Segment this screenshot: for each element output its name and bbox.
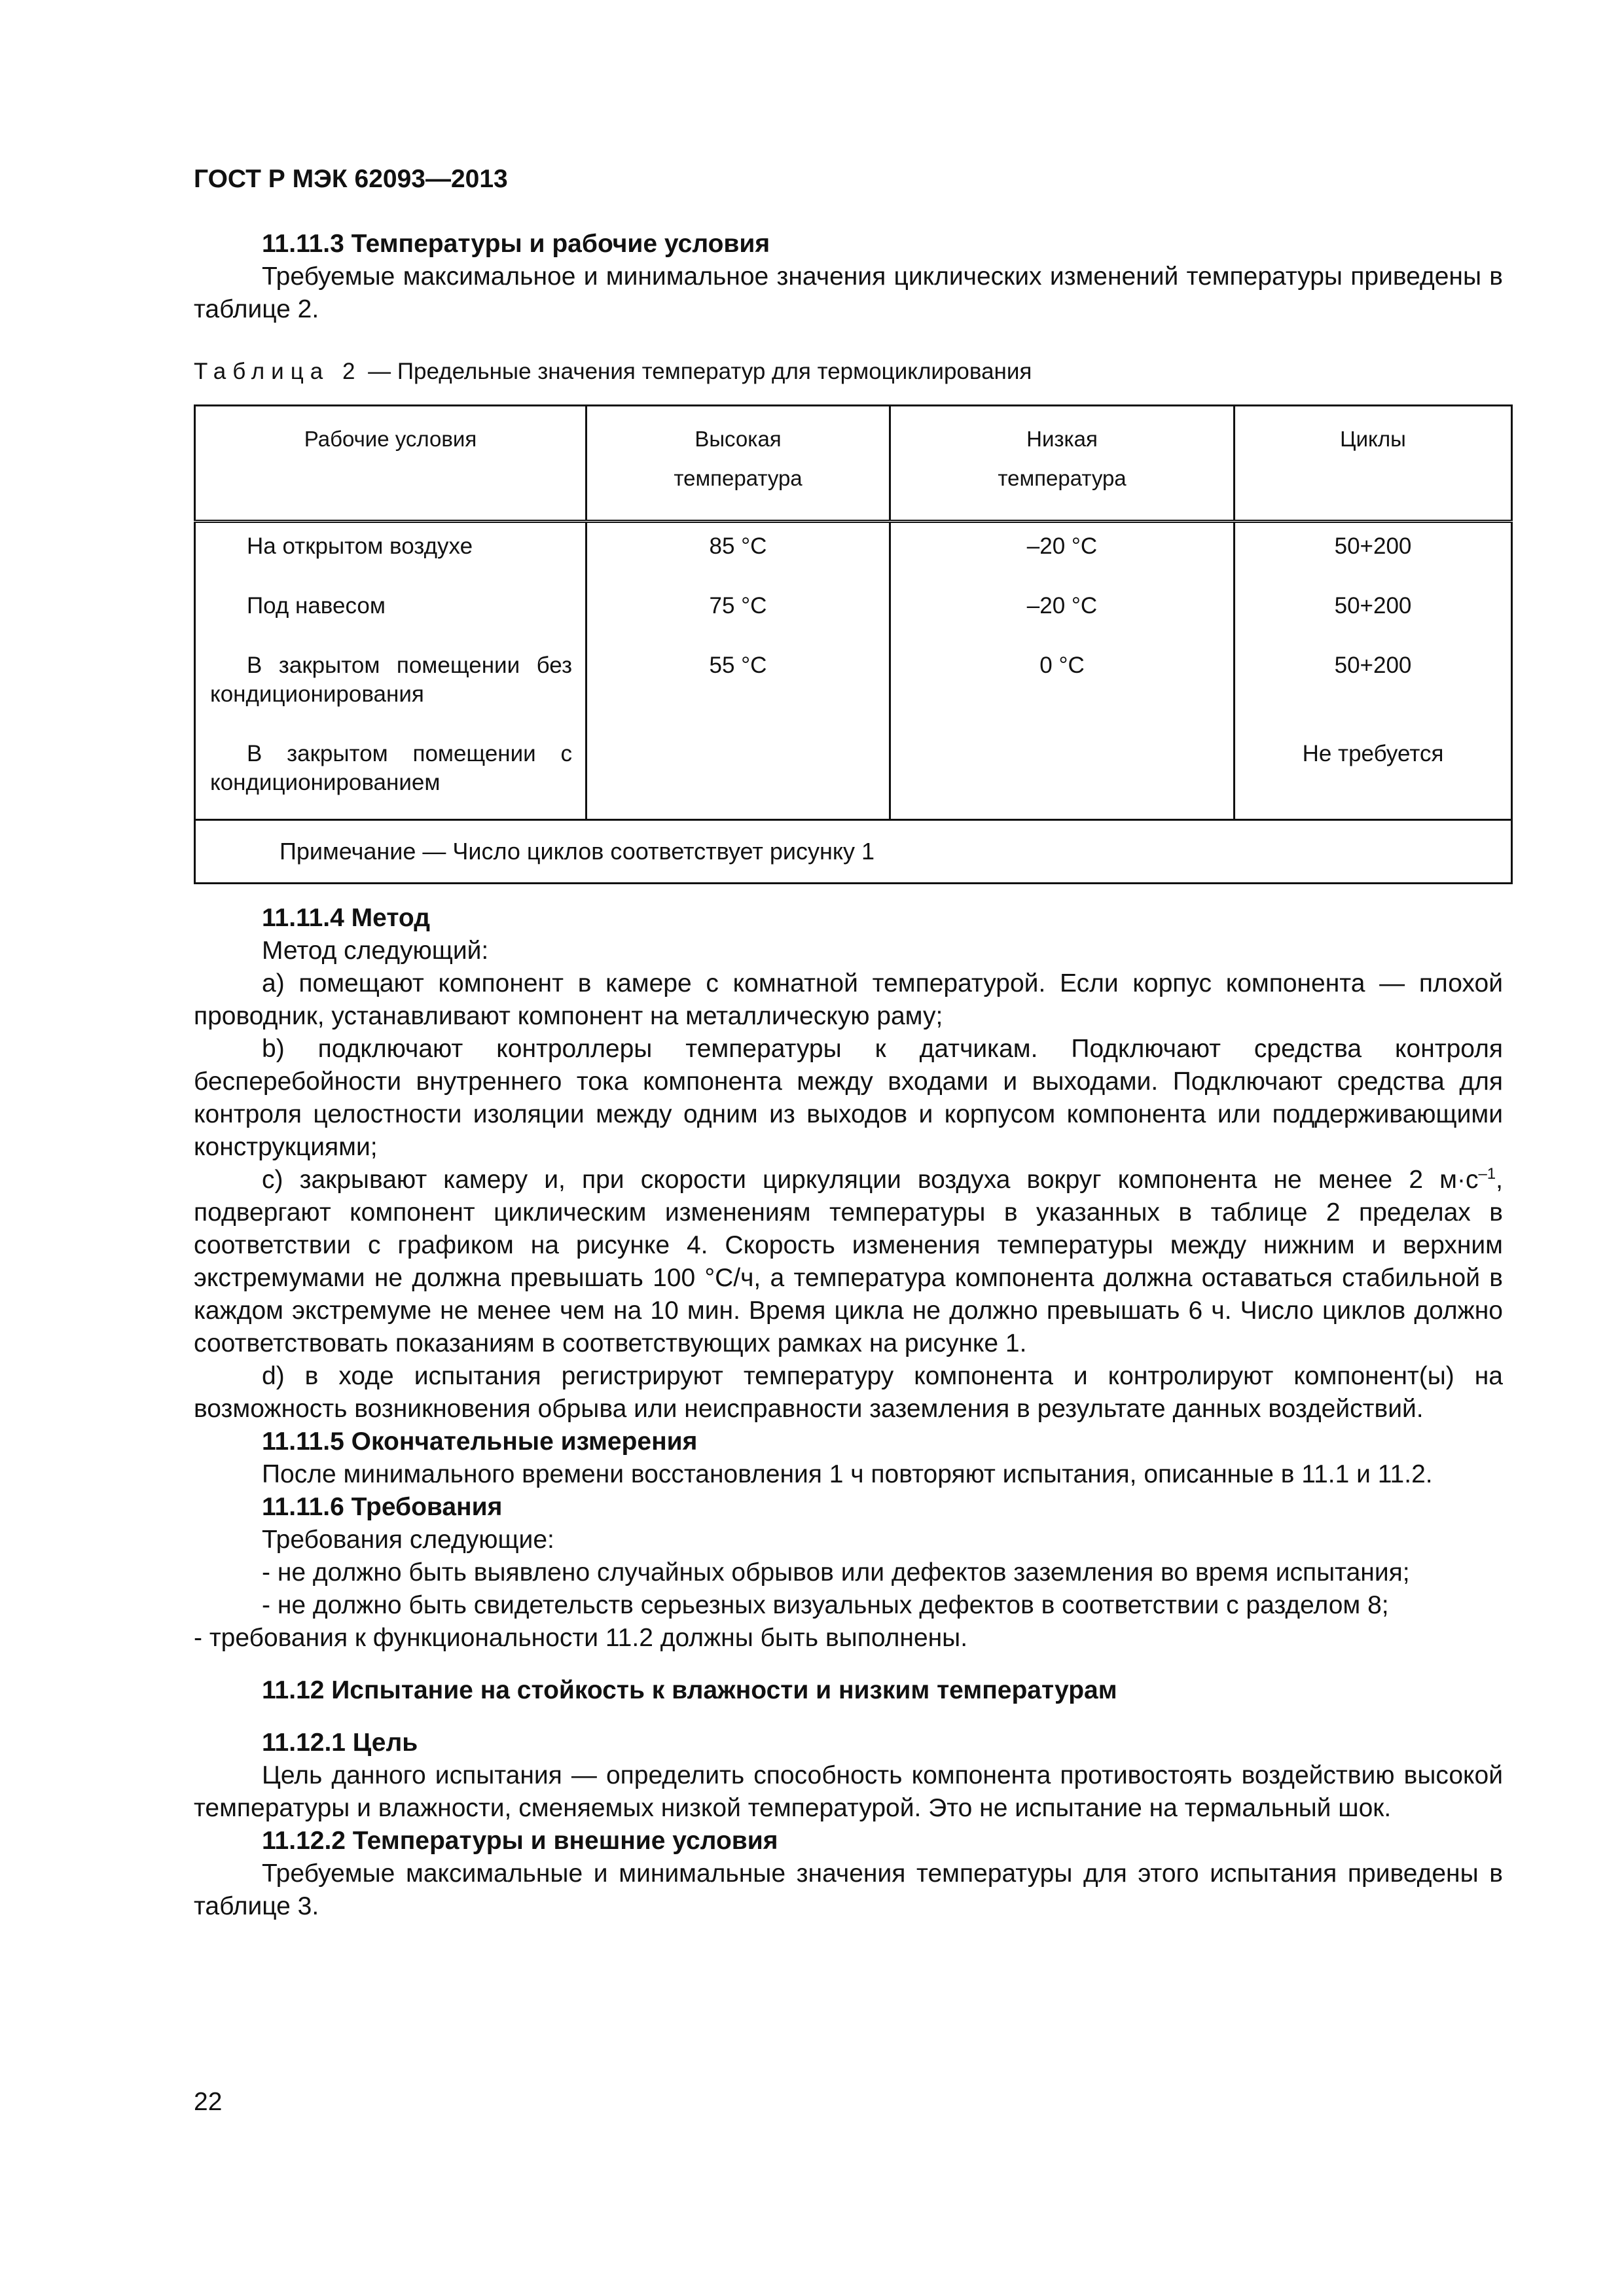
header-conditions: Рабочие условия	[195, 406, 586, 522]
table-caption	[194, 359, 1032, 385]
list-item: - не должно быть свидетельств серьезных визуальных дефектов в соответствии с разделом 8;	[262, 1591, 1389, 1619]
page-number: 22	[194, 2088, 223, 2116]
exponent: –1	[1478, 1165, 1496, 1183]
paragraph: Требования следующие:	[262, 1526, 554, 1554]
section-heading: 11.12.2 Температуры и внешние условия	[262, 1827, 778, 1855]
section-11-11-3	[194, 228, 1503, 326]
section-heading: 11.12.1 Цель	[262, 1729, 418, 1757]
table-cell: –20 °C	[1026, 593, 1098, 619]
list-item: a) помещают компонент в камере с комнатной температурой. Если корпус компонента — плохой проводник, устанавливают компонент на металлическую раму;	[194, 969, 1503, 1030]
list-item: d) в ходе испытания регистрируют температуру компонента и контролируют компонент(ы) на возможность возникновения обрыва или неисправности заземления в результате данных воздействий.	[194, 1362, 1503, 1423]
table-cell: 50+200	[1334, 593, 1412, 619]
paragraph: Требуемые максимальное и минимальное значения циклических изменений температуры приведены в таблице 2.	[194, 262, 1503, 323]
header-high-temp: Высокая температура	[586, 406, 890, 522]
section-heading: 11.12 Испытание на стойкость к влажности и низким температурам	[262, 1676, 1117, 1704]
table-cell: 50+200	[1334, 653, 1412, 678]
table-cell: –20 °C	[1026, 533, 1098, 559]
list-item: - требования к функциональности 11.2 должны быть выполнены.	[194, 1624, 968, 1652]
temperature-limits-table	[194, 404, 1513, 884]
table-note: Примечание — Число циклов соответствует рисунку 1	[195, 820, 1512, 884]
table-caption-label: Таблица 2	[194, 359, 362, 384]
cycles-column	[1235, 522, 1512, 820]
table-cell	[891, 730, 1233, 819]
high-temp-column	[586, 522, 890, 820]
table-cell: 85 °C	[709, 533, 767, 559]
table-cell: 55 °C	[709, 653, 767, 678]
table-cell: 50+200	[1334, 533, 1412, 559]
table-cell: 0 °C	[1039, 653, 1085, 678]
table-header-row	[195, 406, 1512, 522]
table-body-row	[195, 522, 1512, 820]
table-cell: Под навесом	[247, 593, 386, 619]
table-note-row	[195, 820, 1512, 884]
section-heading: 11.11.3 Температуры и рабочие условия	[262, 230, 770, 258]
main-body	[194, 902, 1503, 1923]
low-temp-column	[890, 522, 1235, 820]
section-heading: 11.11.4 Метод	[262, 904, 430, 932]
header-cycles: Циклы	[1235, 406, 1512, 522]
section-heading: 11.11.6 Требования	[262, 1493, 503, 1521]
section-heading: 11.11.5 Окончательные измерения	[262, 1427, 698, 1456]
paragraph: Цель данного испытания — определить способность компонента противостоять воздействию высокой температуры и влажности, сменяемых низкой температурой. Это не испытание на термальный шок.	[194, 1761, 1503, 1822]
paragraph: Метод следующий:	[262, 937, 489, 965]
paragraph: Требуемые максимальные и минимальные значения температуры для этого испытания приведены в таблице 3.	[194, 1859, 1503, 1920]
list-item: b) подключают контроллеры температуры к датчикам. Подключают средства контроля бесперебойности внутреннего тока компонента между входами и выходами. Подключают средства для контроля целостности изоляции между одним из выходов и корпусом компонента или поддерживающими конструкциями;	[194, 1035, 1503, 1161]
table-cell: В закрытом помещении без кондиционирования	[210, 653, 572, 707]
standard-header: ГОСТ Р МЭК 62093—2013	[194, 165, 508, 193]
table-cell: 75 °C	[709, 593, 767, 619]
list-item: - не должно быть выявлено случайных обрывов или дефектов заземления во время испытания;	[262, 1558, 1410, 1587]
header-low-temp: Низкая температура	[890, 406, 1235, 522]
conditions-column	[195, 522, 586, 820]
table-cell: На открытом воздухе	[247, 533, 473, 559]
table-caption-title: — Предельные значения температур для термоциклирования	[368, 359, 1032, 384]
table-cell: Не требуется	[1302, 741, 1444, 766]
table-cell: В закрытом помещении с кондиционированием	[210, 741, 572, 795]
paragraph: После минимального времени восстановления 1 ч повторяют испытания, описанные в 11.1 и 11.2.	[262, 1460, 1433, 1488]
list-item: c) закрывают камеру и, при скорости циркуляции воздуха вокруг компонента не менее 2 $м\cdot с^{-1}$, подвергают компонент циклическим изменениям температуры в указанных в таблице 2 пределах в соответствии с графиком на рисунке 4. Скорость изменения температуры между нижним и верхним экстремумами не должна превышать 100 °C/ч, а температура компонента должна оставаться стабильной в каждом экстремуме не менее чем на 10 мин. Время цикла не должно превышать 6 ч. Число циклов должно соответствовать показаниям в соответствующих рамках на рисунке 1.	[194, 1165, 1503, 1357]
table-cell	[587, 730, 889, 819]
